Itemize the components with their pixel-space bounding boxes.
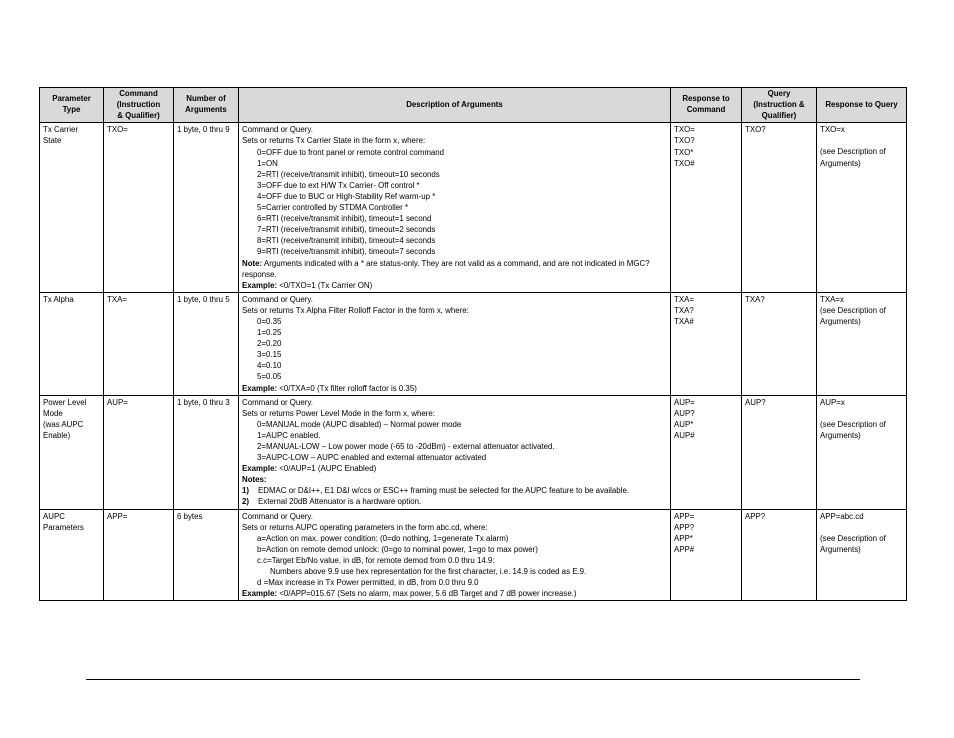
response-line: AUP* bbox=[674, 419, 694, 429]
cell-description bbox=[239, 123, 671, 292]
cell-response-to-command bbox=[671, 395, 742, 509]
header-text: Qualifier) bbox=[761, 110, 797, 120]
header-text: Command bbox=[119, 89, 158, 98]
response-line: AUP? bbox=[674, 408, 695, 418]
desc-item: 2=0.20 bbox=[257, 339, 282, 349]
header-number-of-arguments bbox=[174, 88, 239, 123]
header-command bbox=[104, 88, 174, 123]
desc-item: 4=OFF due to BUC or High-Stability Ref warm-up * bbox=[257, 191, 436, 201]
header-text: (Instruction bbox=[116, 99, 161, 109]
example-text: <0/TXA=0 (Tx filter rolloff factor is 0.35) bbox=[277, 383, 417, 393]
desc-item: 0=OFF due to front panel or remote control command bbox=[257, 147, 445, 157]
response-line: APP= bbox=[674, 511, 695, 521]
cell-query: TXO? bbox=[742, 123, 817, 292]
response-line: APP# bbox=[674, 544, 695, 554]
desc-subitem: Numbers above 9.9 use hex representation for the first character, i.e. 14.9 is coded as E.9. bbox=[270, 567, 587, 577]
example-label: Example: bbox=[242, 589, 278, 599]
header-text: Number of bbox=[186, 94, 226, 104]
param-line: AUPC bbox=[43, 511, 65, 521]
desc-item: 9=RTI (receive/transmit inhibit), timeout=7 seconds bbox=[257, 247, 436, 257]
example-text: <0/AUP=1 (AUPC Enabled) bbox=[277, 464, 377, 474]
notes-label: Notes: bbox=[242, 475, 267, 485]
desc-item: 1=0.25 bbox=[257, 328, 282, 338]
desc-line: Sets or returns Tx Carrier State in the form x, where: bbox=[242, 136, 426, 146]
header-query bbox=[742, 88, 817, 123]
desc-item: 3=0.15 bbox=[257, 350, 282, 360]
param-line: Tx Alpha bbox=[43, 294, 74, 304]
desc-item: 1=AUPC enabled. bbox=[257, 430, 321, 440]
cell-command: APP= bbox=[104, 509, 174, 601]
desc-item: 8=RTI (receive/transmit inhibit), timeout=4 seconds bbox=[257, 236, 436, 246]
desc-item: 6=RTI (receive/transmit inhibit), timeout=1 second bbox=[257, 214, 432, 224]
desc-item: 4=0.10 bbox=[257, 361, 282, 371]
header-row bbox=[40, 88, 907, 123]
example-text: <0/APP=015.67 (Sets no alarm, max power, 5.6 dB Target and 7 dB power increase.) bbox=[277, 589, 577, 599]
header-description bbox=[239, 88, 671, 123]
note-text: External 20dB Attenuator is a hardware option. bbox=[258, 497, 422, 507]
response-line: TXO* bbox=[674, 147, 694, 157]
desc-line: Sets or returns Tx Alpha Filter Rolloff Factor in the form x, where: bbox=[242, 305, 469, 315]
table-row bbox=[40, 509, 907, 601]
note-label: Note: bbox=[242, 258, 263, 268]
response-query-line: Arguments) bbox=[820, 430, 861, 440]
desc-item: b=Action on remote demod unlock: (0=go to nominal power, 1=go to max power) bbox=[257, 544, 538, 554]
header-text: (Instruction & bbox=[753, 99, 805, 109]
table-row bbox=[40, 123, 907, 292]
param-line: State bbox=[43, 136, 62, 146]
response-query-line: Arguments) bbox=[820, 316, 861, 326]
note-item bbox=[242, 485, 667, 496]
desc-item: 5=0.05 bbox=[257, 372, 282, 382]
response-query-line: Arguments) bbox=[820, 544, 861, 554]
header-text: Command bbox=[686, 105, 726, 115]
response-query-line: TXA=x bbox=[820, 294, 844, 304]
example bbox=[242, 463, 667, 474]
desc-line: Command or Query. bbox=[242, 294, 313, 304]
response-query-line: Arguments) bbox=[820, 158, 861, 168]
header-response-to-query bbox=[817, 88, 907, 123]
response-line: AUP# bbox=[674, 430, 695, 440]
header-text: & Qualifier) bbox=[117, 110, 160, 120]
desc-item: d =Max increase in Tx Power permitted, in dB, from 0.0 thru 9.0 bbox=[257, 578, 479, 588]
example-label: Example: bbox=[242, 464, 278, 474]
response-query-line: (see Description of bbox=[820, 533, 886, 543]
param-line: Mode bbox=[43, 408, 63, 418]
cell-number-of-arguments: 1 byte, 0 thru 5 bbox=[174, 292, 239, 395]
desc-line: Sets or returns AUPC operating parameters in the form abc.cd, where: bbox=[242, 522, 488, 532]
response-line: TXA# bbox=[674, 316, 694, 326]
response-line: APP* bbox=[674, 533, 693, 543]
cell-number-of-arguments: 6 bytes bbox=[174, 509, 239, 601]
cell-query: APP? bbox=[742, 509, 817, 601]
header-text: Response to bbox=[682, 94, 730, 104]
response-line: TXO# bbox=[674, 158, 695, 168]
response-query-line: AUP=x bbox=[820, 397, 845, 407]
footer-divider bbox=[86, 679, 860, 680]
desc-item: 0=0.35 bbox=[257, 316, 282, 326]
cell-response-to-query bbox=[817, 509, 907, 601]
header-text: Description of Arguments bbox=[406, 99, 503, 109]
cell-response-to-command bbox=[671, 509, 742, 601]
example-text: <0/TXO=1 (Tx Carrier ON) bbox=[277, 280, 373, 290]
example bbox=[242, 383, 667, 394]
cell-parameter-type bbox=[40, 509, 104, 601]
header-text: Response to Query bbox=[825, 99, 898, 109]
response-line: TXO? bbox=[674, 136, 695, 146]
response-line: AUP= bbox=[674, 397, 695, 407]
param-line: Power Level bbox=[43, 397, 87, 407]
desc-line: Command or Query. bbox=[242, 125, 313, 135]
example-label: Example: bbox=[242, 383, 278, 393]
desc-item: c.c=Target Eb/No value, in dB, for remote demod from 0.0 thru 14.9: bbox=[257, 555, 495, 565]
note-item bbox=[242, 496, 667, 507]
example bbox=[242, 280, 667, 291]
cell-response-to-query bbox=[817, 123, 907, 292]
desc-item: 3=OFF due to ext H/W Tx Carrier- Off control * bbox=[257, 180, 420, 190]
note-text: EDMAC or D&I++, E1 D&I w/ccs or ESC++ framing must be selected for the AUPC feature to be available. bbox=[258, 486, 630, 496]
desc-item: 7=RTI (receive/transmit inhibit), timeout=2 seconds bbox=[257, 225, 436, 235]
header-text: Parameter bbox=[52, 94, 91, 104]
cell-parameter-type bbox=[40, 123, 104, 292]
cell-parameter-type bbox=[40, 292, 104, 395]
response-query-line: APP=abc.cd bbox=[820, 511, 864, 521]
response-line: TXA= bbox=[674, 294, 694, 304]
table-row bbox=[40, 395, 907, 509]
cell-command: AUP= bbox=[104, 395, 174, 509]
cell-description bbox=[239, 509, 671, 601]
desc-line: Sets or returns Power Level Mode in the form x, where: bbox=[242, 408, 435, 418]
cell-parameter-type bbox=[40, 395, 104, 509]
cell-response-to-command bbox=[671, 123, 742, 292]
desc-line: Command or Query. bbox=[242, 397, 313, 407]
response-line: APP? bbox=[674, 522, 695, 532]
desc-item: 5=Carrier controlled by STDMA Controller * bbox=[257, 203, 409, 213]
desc-item: 2=MANUAL-LOW – Low power mode (-65 to -20dBm) - external attenuator activated. bbox=[257, 442, 555, 452]
response-query-line: (see Description of bbox=[820, 305, 886, 315]
example bbox=[242, 588, 667, 599]
note-number: 2) bbox=[242, 497, 250, 507]
header-text: Type bbox=[62, 105, 81, 115]
header-parameter-type bbox=[40, 88, 104, 123]
cell-query: AUP? bbox=[742, 395, 817, 509]
header-text: Arguments bbox=[185, 105, 227, 115]
cell-number-of-arguments: 1 byte, 0 thru 9 bbox=[174, 123, 239, 292]
cell-response-to-command bbox=[671, 292, 742, 395]
desc-item: 3=AUPC-LOW – AUPC enabled and external attenuator activated bbox=[257, 453, 487, 463]
header-response-to-command bbox=[671, 88, 742, 123]
table-row bbox=[40, 292, 907, 395]
command-table bbox=[39, 87, 907, 601]
param-line: Enable) bbox=[43, 430, 71, 440]
cell-description bbox=[239, 395, 671, 509]
desc-item: 2=RTI (receive/transmit inhibit), timeout=10 seconds bbox=[257, 169, 440, 179]
param-line: Tx Carrier bbox=[43, 125, 79, 135]
note-text: Arguments indicated with a * are status-only. They are not valid as a command, and are not indicated in MGC? response. bbox=[242, 258, 650, 279]
cell-command: TXO= bbox=[104, 123, 174, 292]
param-line: Parameters bbox=[43, 522, 84, 532]
param-line: (was AUPC bbox=[43, 419, 84, 429]
cell-query: TXA? bbox=[742, 292, 817, 395]
response-line: TXO= bbox=[674, 125, 695, 135]
note-number: 1) bbox=[242, 486, 250, 496]
cell-command: TXA= bbox=[104, 292, 174, 395]
cell-description bbox=[239, 292, 671, 395]
response-line: TXA? bbox=[674, 305, 694, 315]
cell-number-of-arguments: 1 byte, 0 thru 3 bbox=[174, 395, 239, 509]
cell-response-to-query bbox=[817, 395, 907, 509]
response-query-line: TXO=x bbox=[820, 125, 845, 135]
header-text: Query bbox=[767, 89, 791, 98]
example-label: Example: bbox=[242, 280, 278, 290]
desc-line: Command or Query. bbox=[242, 511, 313, 521]
desc-item: a=Action on max. power condition: (0=do nothing, 1=generate Tx alarm) bbox=[257, 533, 509, 543]
note bbox=[242, 258, 667, 280]
response-query-line: (see Description of bbox=[820, 147, 886, 157]
desc-item: 0=MANUAL mode (AUPC disabled) – Normal power mode bbox=[257, 419, 462, 429]
desc-item: 1=ON bbox=[257, 158, 278, 168]
response-query-line: (see Description of bbox=[820, 419, 886, 429]
cell-response-to-query bbox=[817, 292, 907, 395]
